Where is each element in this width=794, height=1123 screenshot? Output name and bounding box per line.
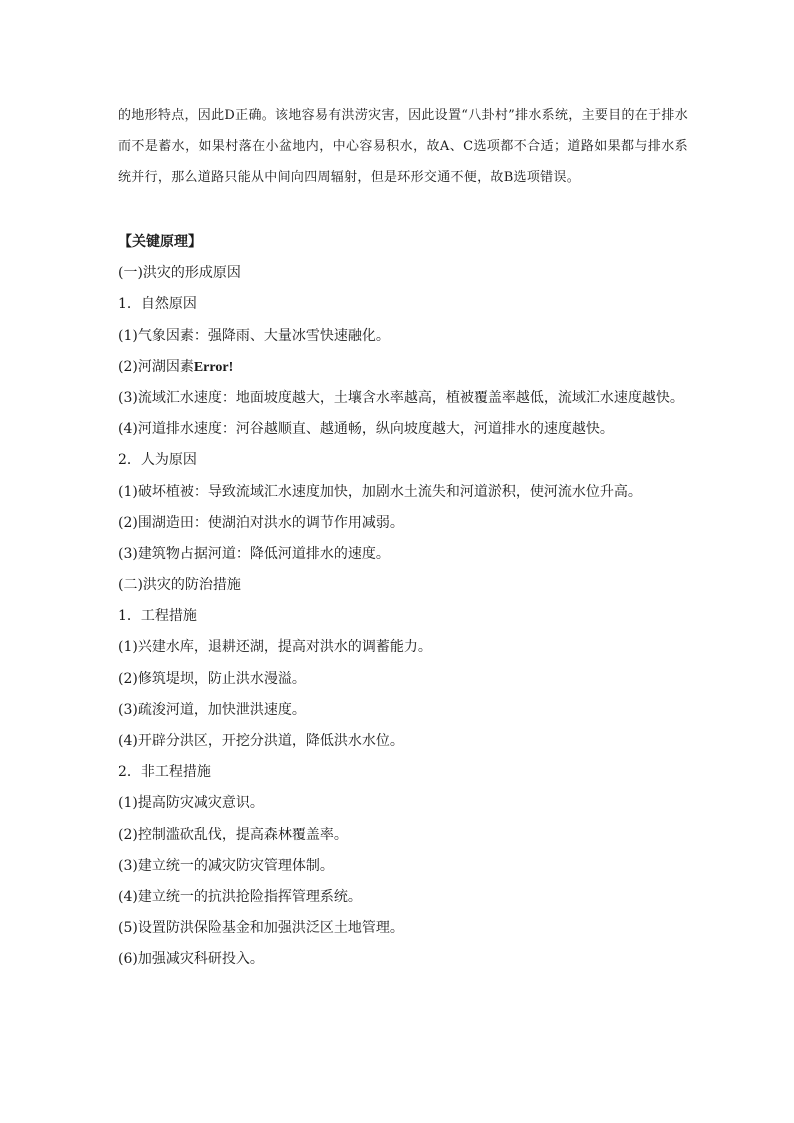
natural-cause-1: (1)气象因素：强降雨、大量冰雪快速融化。 [118,327,390,344]
non-engineering-measure-2: (2)控制滥砍乱伐，提高森林覆盖率。 [118,826,348,843]
error-marker: Error! [193,359,234,375]
section-heading: 【关键原理】 [118,234,202,250]
human-causes-title: 2．人为原因 [118,452,197,469]
engineering-measure-2: (2)修筑堤坝，防止洪水漫溢。 [118,670,306,687]
non-engineering-measure-1: (1)提高防灾减灾意识。 [118,795,264,812]
engineering-measures-title: 1．工程措施 [118,608,197,625]
key-principles-content [118,227,698,976]
engineering-measure-3: (3)疏浚河道，加快泄洪速度。 [118,701,306,718]
intro-paragraph: 的地形特点，因此D正确。该地容易有洪涝灾害，因此设置“八卦村”排水系统，主要目的在于排水而不是蓄水，如果村落在小盆地内，中心容易积水，故A、C选项都不合适；道路如果都与排水系统并行，那么道路只能从中间向四周辐射，但是环形交通不便，故B选项错误。 [118,108,688,185]
non-engineering-measure-3: (3)建立统一的减灾防灾管理体制。 [118,857,334,874]
natural-cause-4: (4)河道排水速度：河谷越顺直、越通畅，纵向坡度越大，河道排水的速度越快。 [118,421,614,438]
section2-title: (二)洪灾的防治措施 [118,577,241,594]
human-cause-1: (1)破坏植被：导致流域汇水速度加快，加剧水土流失和河道淤积，使河流水位升高。 [118,483,642,500]
engineering-measure-1: (1)兴建水库，退耕还湖，提高对洪水的调蓄能力。 [118,639,432,656]
natural-causes-title: 1．自然原因 [118,296,197,313]
natural-cause-2 [118,352,698,383]
engineering-measure-4: (4)开辟分洪区，开挖分洪道，降低洪水水位。 [118,733,404,749]
non-engineering-measures-title: 2．非工程措施 [118,764,211,781]
non-engineering-measure-5: (5)设置防洪保险基金和加强洪泛区土地管理。 [118,920,404,937]
natural-cause-2-text: (2)河湖因素 [118,358,194,375]
non-engineering-measure-4: (4)建立统一的抗洪抢险指挥管理系统。 [118,888,362,905]
section1-title: (一)洪灾的形成原因 [118,265,241,282]
human-cause-3: (3)建筑物占据河道：降低河道排水的速度。 [118,545,390,562]
natural-cause-3: (3)流域汇水速度：地面坡度越大，土壤含水率越高，植被覆盖率越低，流域汇水速度越快。 [118,389,684,406]
non-engineering-measure-6: (6)加强减灾科研投入。 [118,951,264,968]
human-cause-2: (2)围湖造田：使湖泊对洪水的调节作用减弱。 [118,514,404,531]
